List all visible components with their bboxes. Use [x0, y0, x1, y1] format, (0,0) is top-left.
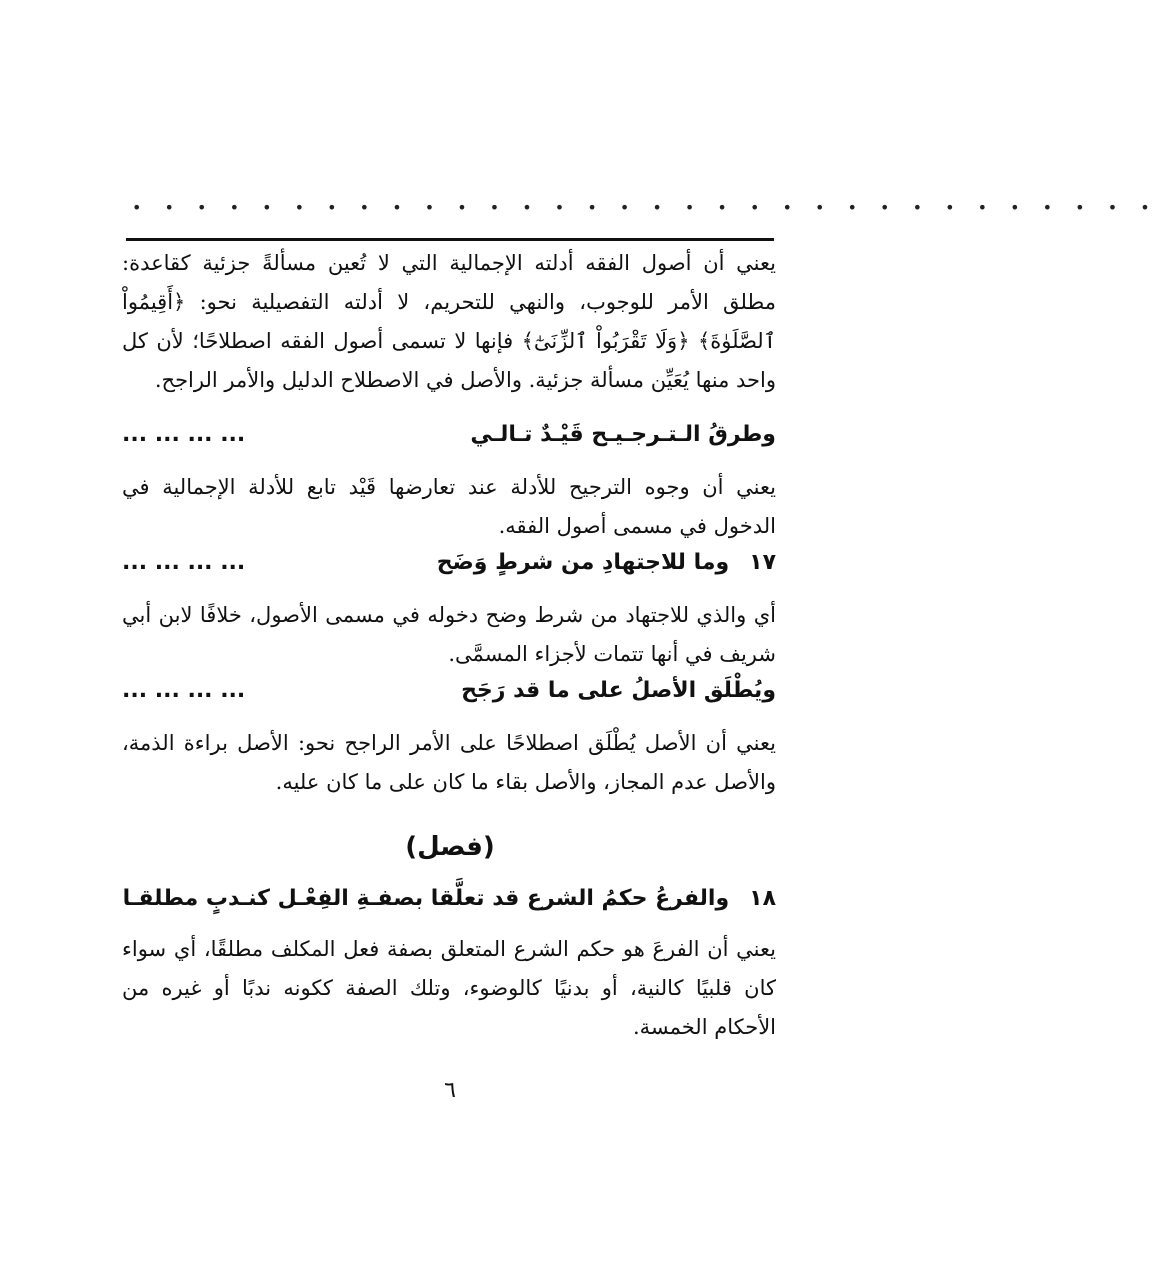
- section-heading: (فصل): [405, 832, 495, 862]
- verse-ellipsis: ... ... ... ...: [122, 550, 246, 575]
- commentary-paragraph-3: أي والذي للاجتهاد من شرط وضح دخوله في مسمى الأصول، خلافًا لابن أبي شريف في أنها تتمات لأجزاء المسمَّى.: [122, 603, 776, 666]
- verse-line-3: [122, 678, 776, 703]
- header-dotted-line: • • • • • • • • • • • • • • • • • • • • • • • • • • • • • • • •: [132, 198, 1159, 217]
- commentary-paragraph-4: يعني أن الأصل يُطْلَق اصطلاحًا على الأمر الراجح نحو: الأصل براءة الذمة، والأصل عدم المجاز، والأصل بقاء ما كان على ما كان عليه.: [122, 731, 776, 794]
- verse-ellipsis: ... ... ... ...: [122, 678, 246, 703]
- verse-text: وطرقُ الـتـرجـيـح قَيْـدٌ تـالـي: [470, 422, 776, 447]
- verse-line-1: [122, 422, 776, 447]
- commentary-paragraph-1: يعني أن أصول الفقه أدلته الإجمالية التي لا تُعين مسألةً جزئية كقاعدة: مطلق الأمر للوجوب، والنهي للتحريم، لا أدلته التفصيلية نحو: ﴿أَقِيمُواْ ٱلصَّلَوٰةَ﴾ ﴿وَلَا تَقْرَبُواْ ٱلزِّنَىٰٓ﴾ فإنها لا تسمى أصول الفقه اصطلاحًا؛ لأن كل واحد منها يُعَيِّن مسألة جزئية. والأصل في الاصطلاح الدليل والأمر الراجح.: [122, 251, 776, 392]
- verse-text: والفرعُ حكمُ الشرع قد تعلَّقا بصفـةِ الفِعْـل كنـدبٍ مطلقـا: [122, 886, 730, 911]
- verse-line-2: [122, 550, 776, 575]
- header-rule: [126, 238, 774, 241]
- verse-line-4: [122, 886, 776, 911]
- verse-number: ١٨: [749, 886, 776, 911]
- verse-text: ويُطْلَق الأصلُ على ما قد رَجَح: [461, 678, 776, 703]
- verse-number: ١٧: [749, 550, 776, 575]
- commentary-paragraph-5: يعني أن الفرعَ هو حكم الشرع المتعلق بصفة فعل المكلف مطلقًا، أي سواء كان قلبيًا كالنية، أو بدنيًا كالوضوء، وتلك الصفة ككونه ندبًا أو غيره من الأحكام الخمسة.: [122, 937, 776, 1039]
- verse-ellipsis: ... ... ... ...: [122, 422, 246, 447]
- verse-text: وما للاجتهادِ من شرطٍ وَضَح: [436, 550, 730, 575]
- page-number: ٦: [444, 1078, 456, 1103]
- commentary-paragraph-2: يعني أن وجوه الترجيح للأدلة عند تعارضها قَيْد تابع للأدلة الإجمالية في الدخول في مسمى أصول الفقه.: [122, 475, 776, 538]
